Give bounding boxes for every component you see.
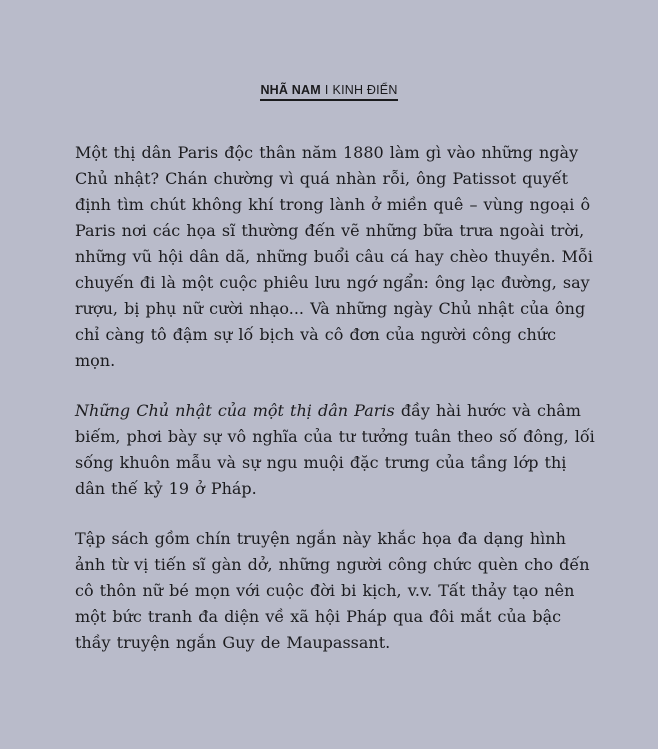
brand-series: KINH ĐIỂN xyxy=(332,83,398,97)
book-title-italic: Những Chủ nhật của một thị dân Paris xyxy=(75,401,395,420)
paragraph-2-text: đầy hài hước và châm biếm, phơi bày sự vô nghĩa của tư tưởng tuân theo số đông, lối sống khuôn mẫu và sự ngu muội đặc trưng của tầng lớp thị dân thế kỷ 19 ở Pháp. xyxy=(75,401,595,498)
brand-name: NHÃ NAM xyxy=(260,83,321,97)
blurb-text xyxy=(75,140,595,680)
paragraph-3 xyxy=(75,526,595,656)
header xyxy=(0,79,658,101)
paragraph-2 xyxy=(75,398,595,502)
publisher-brand xyxy=(260,82,397,101)
paragraph-1-text: Một thị dân Paris độc thân năm 1880 làm gì vào những ngày Chủ nhật? Chán chường vì quá nhàn rỗi, ông Patissot quyết định tìm chút không khí trong lành ở miền quê – vùng ngoại ô Paris nơi các họa sĩ thường đến vẽ những bữa trưa ngoài trời, những vũ hội dân dã, những buổi câu cá hay chèo thuyền. Mỗi chuyến đi là một cuộc phiêu lưu ngớ ngẩn: ông lạc đường, say rượu, bị phụ nữ cười nhạo... Và những ngày Chủ nhật của ông chỉ càng tô đậm sự lố bịch và cô đơn của người công chức mọn. xyxy=(75,143,593,370)
paragraph-1 xyxy=(75,140,595,374)
paragraph-3-text: Tập sách gồm chín truyện ngắn này khắc họa đa dạng hình ảnh từ vị tiến sĩ gàn dở, những người công chức quèn cho đến cô thôn nữ bé mọn với cuộc đời bi kịch, v.v. Tất thảy tạo nên một bức tranh đa diện về xã hội Pháp qua đôi mắt của bậc thầy truyện ngắn Guy de Maupassant. xyxy=(75,529,590,652)
brand-separator: I xyxy=(324,83,329,97)
